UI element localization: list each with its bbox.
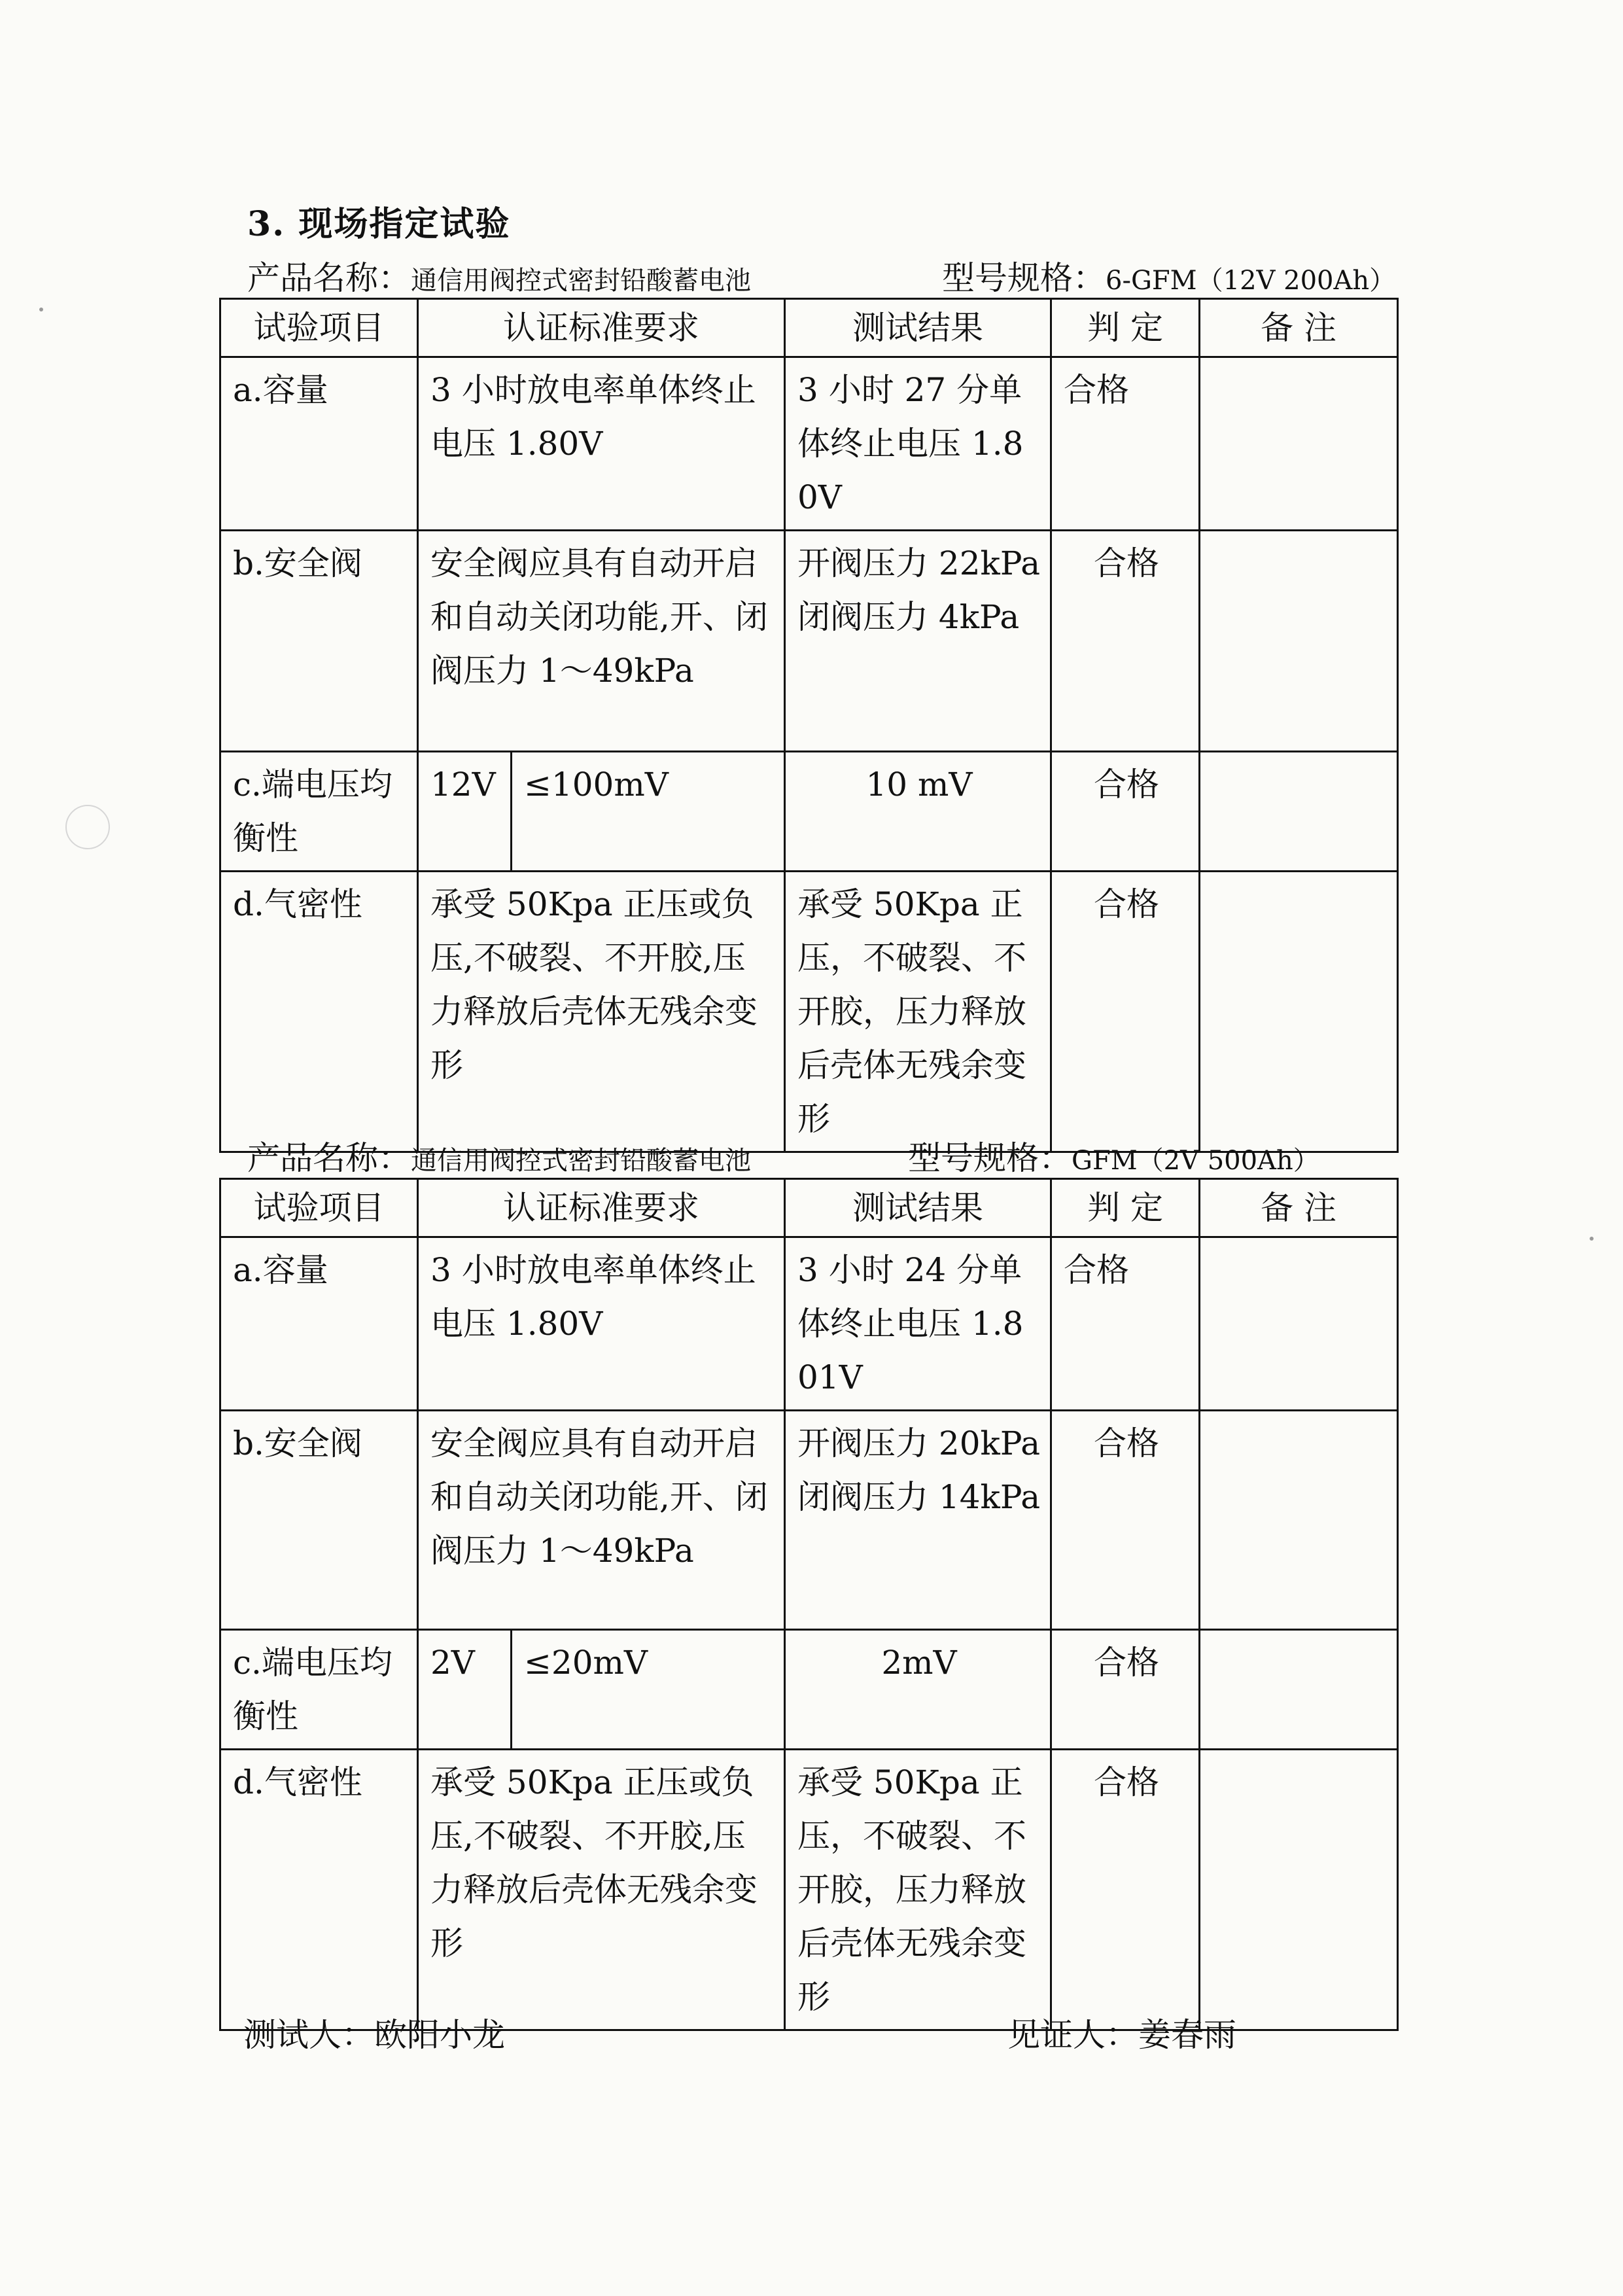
row-standard: 3 小时放电率单体终止电压 1.80V xyxy=(418,357,785,531)
table-row xyxy=(220,1237,1398,1411)
test-table-2 xyxy=(219,1178,1399,2031)
header-result: 测试结果 xyxy=(785,299,1051,357)
product-name: 通信用阀控式密封铅酸蓄电池 xyxy=(411,1146,751,1176)
table-row xyxy=(220,872,1398,1152)
row-item: d.气密性 xyxy=(220,872,418,1152)
product-info-line-2 xyxy=(247,1132,1392,1179)
header-remark: 备 注 xyxy=(1200,299,1398,357)
header-standard: 认证标准要求 xyxy=(418,1179,785,1237)
table-row xyxy=(220,752,1398,872)
table-row xyxy=(220,1750,1398,2030)
row-standard-voltage: 2V xyxy=(418,1630,512,1750)
row-judgement: 合格 xyxy=(1051,1630,1200,1750)
row-item: d.气密性 xyxy=(220,1750,418,2030)
punch-hole-mark xyxy=(65,805,110,849)
row-remark xyxy=(1200,357,1398,531)
product-label: 产品名称： xyxy=(247,1139,411,1177)
header-item: 试验项目 xyxy=(220,1179,418,1237)
row-remark xyxy=(1200,531,1398,752)
row-judgement: 合格 xyxy=(1051,531,1200,752)
row-result: 3 小时 24 分单体终止电压 1.801V xyxy=(785,1237,1051,1411)
row-result: 开阀压力 20kPa 闭阀压力 14kPa xyxy=(785,1411,1051,1630)
table-row xyxy=(220,357,1398,531)
product-label: 产品名称： xyxy=(247,259,411,297)
row-standard-limit: ≤20mV xyxy=(512,1630,785,1750)
row-remark xyxy=(1200,1630,1398,1750)
row-item: b.安全阀 xyxy=(220,531,418,752)
row-result: 承受 50Kpa 正压，不破裂、不开胶，压力释放后壳体无残余变形 xyxy=(785,1750,1051,2030)
row-result: 3 小时 27 分单体终止电压 1.80V xyxy=(785,357,1051,531)
test-table-1 xyxy=(219,298,1399,1153)
row-standard-limit: ≤100mV xyxy=(512,752,785,872)
scan-speck xyxy=(1590,1237,1594,1241)
product-name: 通信用阀控式密封铅酸蓄电池 xyxy=(411,266,751,296)
row-item: c.端电压均衡性 xyxy=(220,752,418,872)
row-remark xyxy=(1200,752,1398,872)
row-judgement: 合格 xyxy=(1051,1237,1200,1411)
model-value: 6-GFM（12V 200Ah） xyxy=(1106,266,1396,296)
row-standard: 安全阀应具有自动开启和自动关闭功能,开、闭阀压力 1～49kPa xyxy=(418,1411,785,1630)
row-remark xyxy=(1200,1237,1398,1411)
row-judgement: 合格 xyxy=(1051,1411,1200,1630)
model-label: 型号规格： xyxy=(942,259,1106,297)
header-judgement: 判 定 xyxy=(1051,299,1200,357)
row-remark xyxy=(1200,1750,1398,2030)
header-remark: 备 注 xyxy=(1200,1179,1398,1237)
row-remark xyxy=(1200,872,1398,1152)
row-standard: 3 小时放电率单体终止电压 1.80V xyxy=(418,1237,785,1411)
row-result: 10 mV xyxy=(785,752,1051,872)
row-item: c.端电压均衡性 xyxy=(220,1630,418,1750)
header-item: 试验项目 xyxy=(220,299,418,357)
scan-speck xyxy=(39,308,43,311)
row-judgement: 合格 xyxy=(1051,872,1200,1152)
row-result: 承受 50Kpa 正压，不破裂、不开胶，压力释放后壳体无残余变形 xyxy=(785,872,1051,1152)
header-standard: 认证标准要求 xyxy=(418,299,785,357)
row-judgement: 合格 xyxy=(1051,752,1200,872)
table-row xyxy=(220,1411,1398,1630)
row-standard-voltage: 12V xyxy=(418,752,512,872)
model-label: 型号规格： xyxy=(908,1139,1072,1177)
table-row xyxy=(220,531,1398,752)
row-remark xyxy=(1200,1411,1398,1630)
table-header-row xyxy=(220,1179,1398,1237)
witness-signature-line: 见证人：姜春雨 xyxy=(1007,2016,1236,2054)
row-item: b.安全阀 xyxy=(220,1411,418,1630)
model-value: GFM（2V 500Ah） xyxy=(1072,1146,1319,1176)
row-result: 2mV xyxy=(785,1630,1051,1750)
header-result: 测试结果 xyxy=(785,1179,1051,1237)
row-item: a.容量 xyxy=(220,1237,418,1411)
row-standard: 承受 50Kpa 正压或负压,不破裂、不开胶,压力释放后壳体无残余变形 xyxy=(418,1750,785,2030)
section-title: 3. 现场指定试验 xyxy=(247,204,511,244)
tester-signature-line: 测试人：欧阳小龙 xyxy=(243,2016,505,2054)
table-row xyxy=(220,1630,1398,1750)
product-info-line-1 xyxy=(247,252,1396,299)
row-result: 开阀压力 22kPa 闭阀压力 4kPa xyxy=(785,531,1051,752)
table-header-row xyxy=(220,299,1398,357)
row-standard: 承受 50Kpa 正压或负压,不破裂、不开胶,压力释放后壳体无残余变形 xyxy=(418,872,785,1152)
row-judgement: 合格 xyxy=(1051,357,1200,531)
row-item: a.容量 xyxy=(220,357,418,531)
row-judgement: 合格 xyxy=(1051,1750,1200,2030)
header-judgement: 判 定 xyxy=(1051,1179,1200,1237)
row-standard: 安全阀应具有自动开启和自动关闭功能,开、闭阀压力 1～49kPa xyxy=(418,531,785,752)
